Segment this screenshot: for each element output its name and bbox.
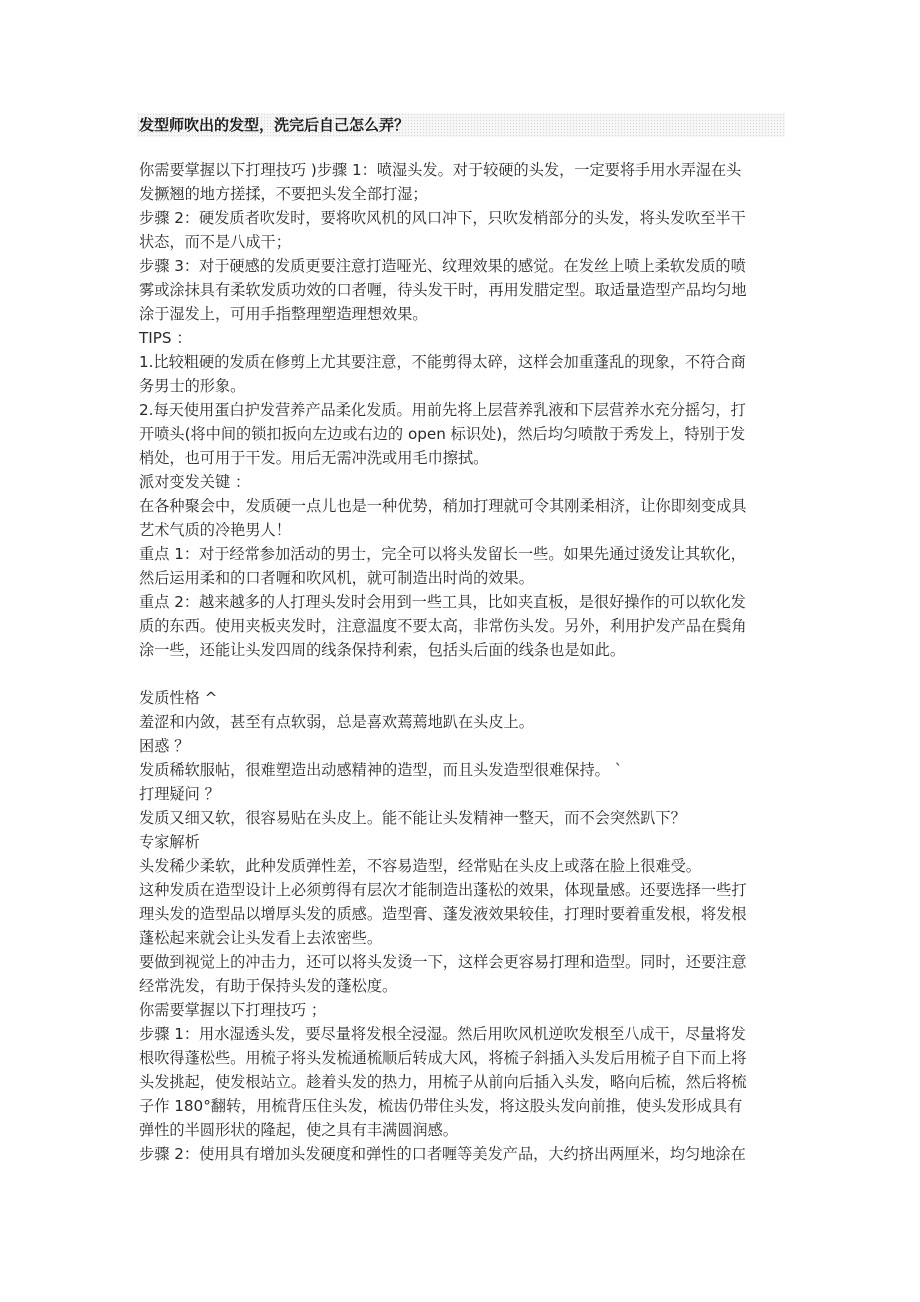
spacer — [139, 137, 789, 158]
text-line: 发撅翘的地方搓揉，不要把头发全部打湿； — [139, 185, 428, 203]
text-line: 根吹得蓬松些。用梳子将头发梳通梳顺后转成大风，将梳子斜插入头发后用梳子自下而上将 — [139, 1049, 747, 1067]
paragraph — [139, 158, 789, 206]
text-line: 头发稀少柔软，此种发质弹性差，不容易造型，经常贴在头皮上或落在脸上很难受。 — [139, 857, 701, 875]
text-line: 专家解析 — [139, 833, 200, 851]
text-line: 理头发的造型品以增厚头发的质感。造型膏、蓬发液效果较佳，打理时要着重发根，将发根 — [139, 905, 747, 923]
text-line: 状态，而不是八成干； — [139, 233, 291, 251]
text-line: 梢处，也可用于干发。用后无需冲洗或用毛巾擦拭。 — [139, 449, 489, 467]
text-line: 你需要掌握以下打理技巧 )步骤 1：喷湿头发。对于较硬的头发，一定要将手用水弄湿在头 — [139, 161, 742, 179]
text-line: 羞涩和内敛，甚至有点软弱，总是喜欢蔫蔫地趴在头皮上。 — [139, 713, 534, 731]
paragraph — [139, 542, 789, 590]
text-line: 步骤 3：对于硬感的发质更要注意打造哑光、纹理效果的感觉。在发丝上喷上柔软发质的喷 — [139, 257, 746, 275]
text-line: 派对变发关键 ： — [139, 473, 251, 491]
text-line: 你需要掌握以下打理技巧 ； — [139, 1001, 327, 1019]
text-line: 弹性的半圆形状的隆起，使之具有丰满圆润感。 — [139, 1121, 458, 1139]
text-line: 要做到视觉上的冲击力，还可以将头发烫一下，这样会更容易打理和造型。同时，还要注意 — [139, 953, 747, 971]
text-line: 重点 1：对于经常参加活动的男士，完全可以将头发留长一些。如果先通过烫发让其软化， — [139, 545, 746, 563]
text-line: 步骤 2：使用具有增加头发硬度和弹性的口者喱等美发产品，大约挤出两厘米，均匀地涂在 — [139, 1145, 746, 1163]
paragraph — [139, 206, 789, 254]
text-line: 1.比较粗硬的发质在修剪上尤其要注意，不能剪得太碎，这样会加重蓬乱的现象，不符合商 — [139, 353, 746, 371]
text-line: 发质稀软服帖，很难塑造出动感精神的造型，而且头发造型很难保持。 ` — [139, 761, 623, 779]
document-body — [139, 113, 789, 1166]
text-line: 打理疑问 ？ — [139, 785, 220, 803]
article-content — [139, 158, 789, 1166]
text-line: TIPS ： — [139, 329, 192, 347]
text-line: 发质又细又软，很容易贴在头皮上。能不能让头发精神一整天，而不会突然趴下？ — [139, 809, 686, 827]
blank-line — [139, 662, 789, 686]
text-line: 步骤 2：硬发质者吹发时，要将吹风机的风口冲下，只吹发梢部分的头发，将头发吹至半干 — [139, 209, 746, 227]
text-line: 雾或涂抹具有柔软发质功效的口者喱，待头发干时，再用发腊定型。取适量造型产品均匀地 — [139, 281, 747, 299]
text-line: 困惑 ？ — [139, 737, 190, 755]
paragraph — [139, 662, 789, 686]
paragraph — [139, 878, 789, 950]
text-line: 涂一些，还能让头发四周的线条保持利索，包括头后面的线条也是如此。 — [139, 641, 625, 659]
text-line: 在各种聚会中，发质硬一点儿也是一种优势，稍加打理就可令其刚柔相济，让你即刻变成具 — [139, 497, 747, 515]
text-line: 质的东西。使用夹板夹发时，注意温度不要太高，非常伤头发。另外，利用护发产品在鬓角 — [139, 617, 747, 635]
paragraph — [139, 1022, 789, 1142]
paragraph — [139, 590, 789, 662]
paragraph — [139, 854, 789, 878]
paragraph — [139, 734, 789, 758]
text-line: 头发挑起，使发根站立。趁着头发的热力，用梳子从前向后插入头发，略向后梳，然后将梳 — [139, 1073, 747, 1091]
text-line: 重点 2：越来越多的人打理头发时会用到一些工具，比如夹直板，是很好操作的可以软化发 — [139, 593, 746, 611]
text-line: 涂于湿发上，可用手指整理塑造理想效果。 — [139, 305, 428, 323]
paragraph — [139, 254, 789, 326]
text-line: 艺术气质的冷艳男人！ — [139, 521, 291, 539]
text-line: 发质性格 ^ — [139, 689, 218, 707]
paragraph — [139, 710, 789, 734]
paragraph — [139, 494, 789, 542]
text-line: 这种发质在造型设计上必须剪得有层次才能制造出蓬松的效果，体现量感。还要选择一些打 — [139, 881, 747, 899]
text-line: 然后运用柔和的口者喱和吹风机，就可制造出时尚的效果。 — [139, 569, 534, 587]
text-line: 子作 180°翻转，用梳背压住头发，梳齿仍带住头发，将这股头发向前推，使头发形成具有 — [139, 1097, 743, 1115]
paragraph — [139, 830, 789, 854]
paragraph — [139, 686, 789, 710]
paragraph — [139, 398, 789, 470]
paragraph — [139, 470, 789, 494]
text-line: 经常洗发，有助于保持头发的蓬松度。 — [139, 977, 398, 995]
text-line: 开喷头(将中间的锁扣扳向左边或右边的 open 标识处)，然后均匀喷散于秀发上，特别于发 — [139, 425, 746, 443]
paragraph — [139, 1142, 789, 1166]
article-title: 发型师吹出的发型，洗完后自己怎么弄？ — [137, 113, 785, 137]
paragraph — [139, 350, 789, 398]
paragraph — [139, 950, 789, 998]
text-line: 蓬松起来就会让头发看上去浓密些。 — [139, 929, 382, 947]
paragraph — [139, 806, 789, 830]
paragraph — [139, 782, 789, 806]
paragraph — [139, 998, 789, 1022]
text-line: 务男士的形象。 — [139, 377, 246, 395]
paragraph — [139, 326, 789, 350]
text-line: 步骤 1：用水湿透头发，要尽量将发根全浸湿。然后用吹风机逆吹发根至八成干，尽量将发 — [139, 1025, 746, 1043]
paragraph — [139, 758, 789, 782]
text-line: 2.每天使用蛋白护发营养产品柔化发质。用前先将上层营养乳液和下层营养水充分摇匀，打 — [139, 401, 746, 419]
